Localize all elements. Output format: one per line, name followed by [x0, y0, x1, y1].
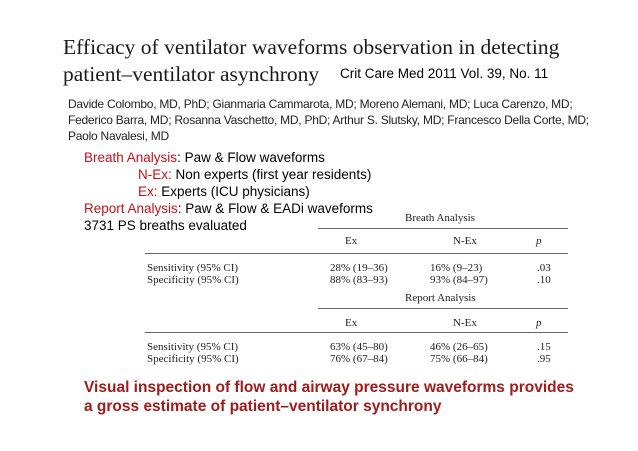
- experts-text: Experts (ICU physicians): [157, 184, 310, 199]
- experts-line: [84, 183, 373, 200]
- breaths-evaluated: 3731 PS breaths evaluated: [84, 218, 247, 233]
- conclusion-line-1: Visual inspection of flow and airway pressure waveforms provides: [84, 379, 574, 396]
- cell-nex: 16% (9–23): [430, 262, 483, 274]
- report-analysis-label: Report Analysis: [84, 201, 178, 216]
- table-rule: [145, 253, 568, 254]
- breath-analysis-label: Breath Analysis: [84, 150, 178, 165]
- non-experts-text: Non experts (first year residents): [171, 167, 372, 182]
- cell-ex: 63% (45–80): [330, 341, 388, 353]
- author-line: Davide Colombo, MD, PhD; Gianmaria Cammarota, MD; Moreno Alemani, MD; Luca Carenzo, MD;: [68, 97, 573, 111]
- breath-analysis-line: [84, 149, 373, 166]
- breath-analysis-text: : Paw & Flow waveforms: [177, 150, 325, 165]
- cell-ex: 28% (19–36): [330, 262, 388, 274]
- report-analysis-line: [84, 200, 373, 217]
- study-summary: [84, 149, 373, 234]
- table-rule: [145, 332, 568, 333]
- row-label: Sensitivity (95% CI): [147, 262, 239, 274]
- column-header-p: p: [536, 317, 542, 329]
- row-label: Specificity (95% CI): [147, 353, 239, 365]
- table-section-title: Breath Analysis: [405, 212, 475, 224]
- column-header-p: p: [536, 235, 542, 247]
- paper-title-line-2: patient–ventilator asynchrony: [63, 62, 320, 86]
- cell-ex: 88% (83–93): [330, 274, 388, 286]
- table-section-title: Report Analysis: [405, 292, 476, 304]
- column-header-nex: N-Ex: [453, 317, 477, 329]
- conclusion-line-2: a gross estimate of patient–ventilator synchrony: [84, 398, 442, 415]
- author-line: Federico Barra, MD; Rosanna Vaschetto, MD, PhD; Arthur S. Slutsky, MD; Francesco Della Corte, MD;: [68, 113, 589, 127]
- cell-p: .03: [537, 262, 551, 274]
- cell-nex: 93% (84–97): [430, 274, 488, 286]
- row-label: Sensitivity (95% CI): [147, 341, 239, 353]
- cell-p: .10: [537, 274, 551, 286]
- journal-citation: Crit Care Med 2011 Vol. 39, No. 11: [340, 66, 549, 81]
- column-header-ex: Ex: [345, 235, 358, 247]
- non-experts-label: N-Ex:: [138, 167, 172, 182]
- column-header-ex: Ex: [345, 317, 358, 329]
- table-rule: [318, 228, 568, 229]
- report-analysis-text: : Paw & Flow & EADi waveforms: [177, 201, 373, 216]
- cell-p: .15: [537, 341, 551, 353]
- cell-p: .95: [537, 353, 551, 365]
- cell-nex: 46% (26–65): [430, 341, 488, 353]
- table-rule: [318, 308, 568, 309]
- non-experts-line: [84, 166, 373, 183]
- row-label: Specificity (95% CI): [147, 274, 239, 286]
- author-line: Paolo Navalesi, MD: [68, 129, 169, 143]
- conclusion: [84, 378, 574, 416]
- experts-label: Ex:: [138, 184, 158, 199]
- paper-title-line-1: Efficacy of ventilator waveforms observation in detecting: [63, 35, 560, 59]
- cell-nex: 75% (66–84): [430, 353, 488, 365]
- column-header-nex: N-Ex: [453, 235, 477, 247]
- author-list: [68, 96, 628, 144]
- cell-ex: 76% (67–84): [330, 353, 388, 365]
